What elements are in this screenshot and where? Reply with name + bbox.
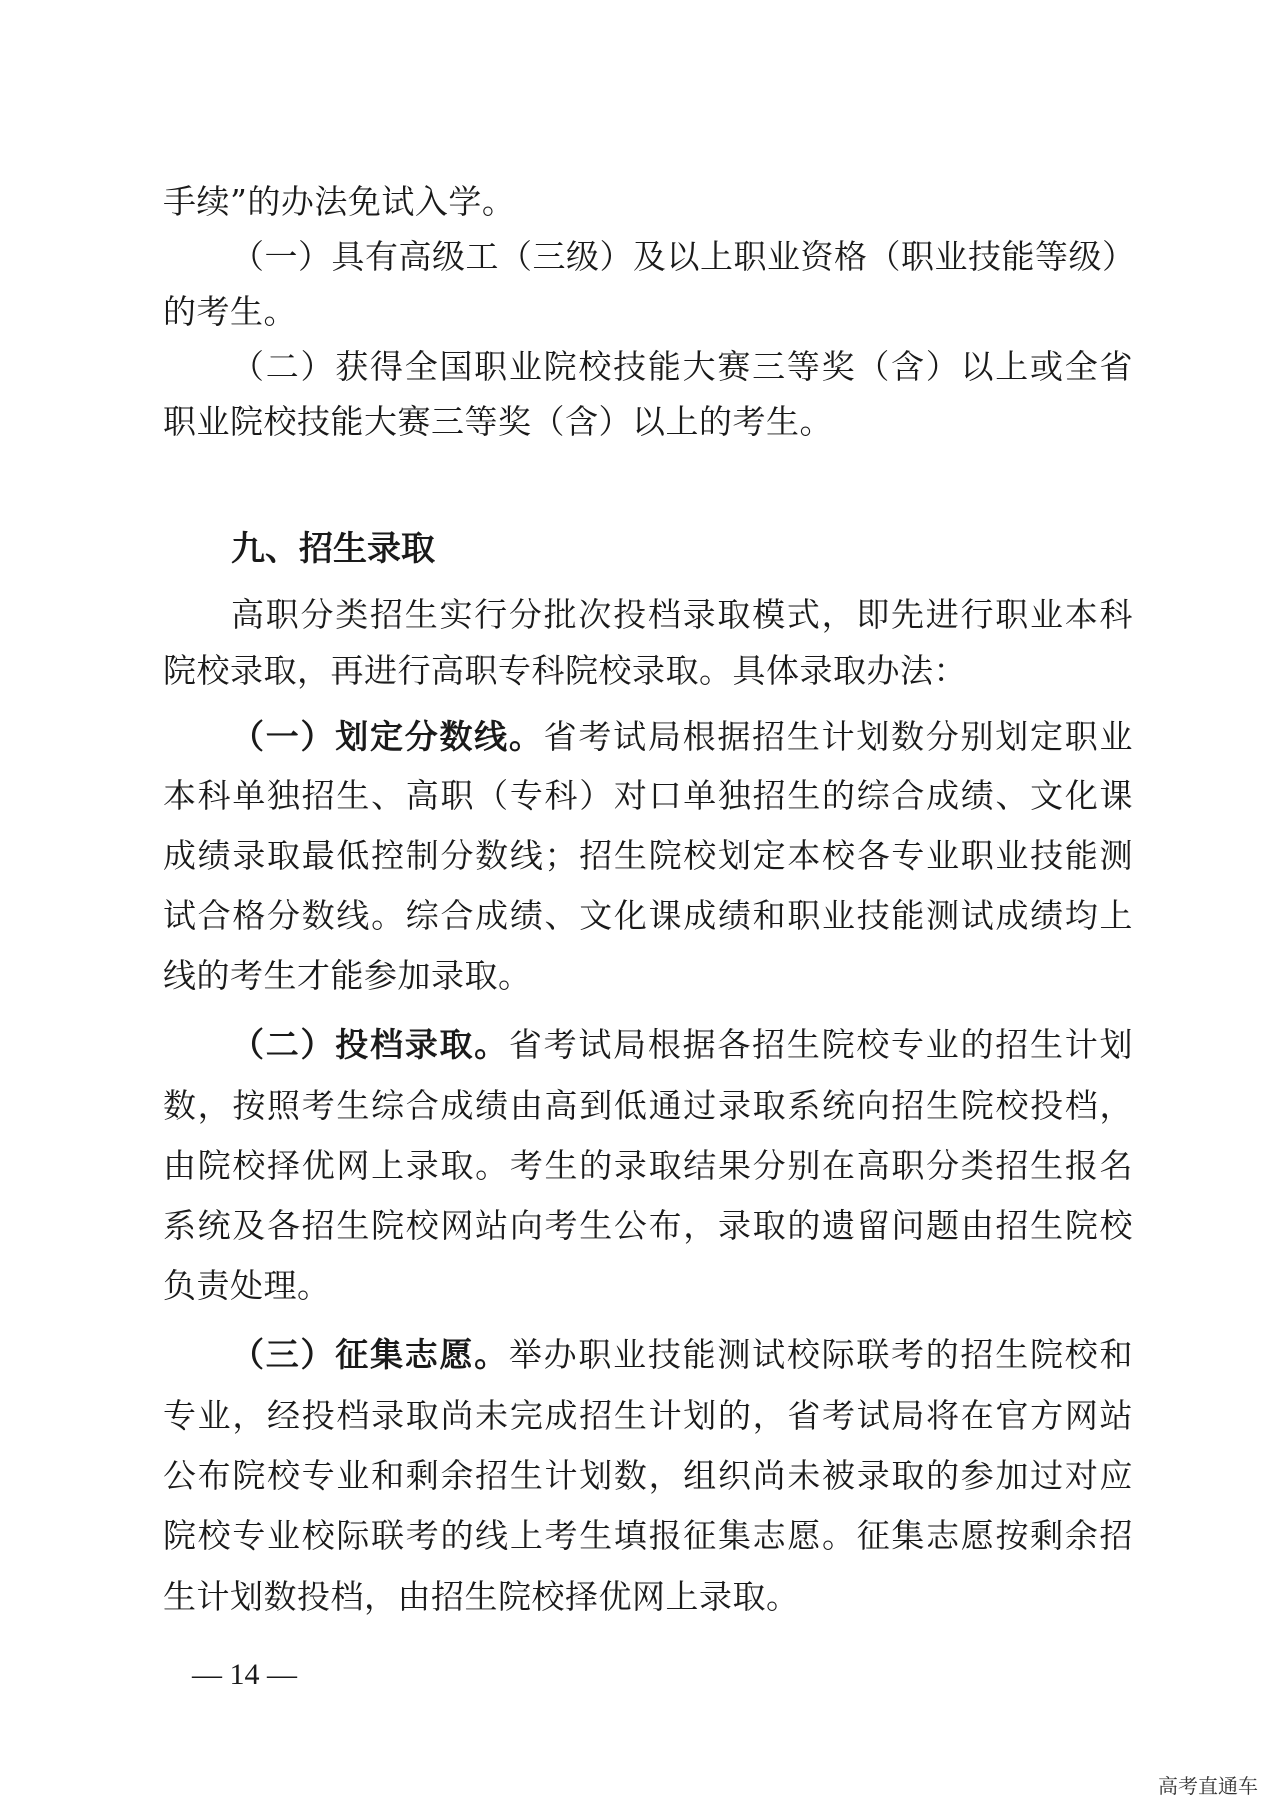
- item-2-line-1: （二）获得全国职业院校技能大赛三等奖（含）以上或全省: [231, 347, 1133, 386]
- rule-1-line-4: 试合格分数线。综合成绩、文化课成绩和职业技能测试成绩均上: [163, 896, 1133, 935]
- rule-2-line-3: 由院校择优网上录取。考生的录取结果分别在高职分类招生报名: [163, 1146, 1133, 1185]
- item-1-line-1: （一）具有高级工（三级）及以上职业资格（职业技能等级）: [231, 237, 1136, 276]
- rule-2-line-2: 数，按照考生综合成绩由高到低通过录取系统向招生院校投档，: [163, 1086, 1133, 1125]
- rule-3-line-4: 院校专业校际联考的线上考生填报征集志愿。征集志愿按剩余招: [163, 1516, 1133, 1555]
- rule-3-line-1: [231, 1331, 1133, 1379]
- intro-line: 手续”的办法免试入学。: [163, 182, 516, 221]
- rule-3-lead: （三）征集志愿。: [231, 1335, 509, 1374]
- rule-1-line-5: 线的考生才能参加录取。: [163, 956, 532, 995]
- rule-3-line-1-text: 举办职业技能测试校际联考的招生院校和: [508, 1335, 1134, 1374]
- item-1-line-2: 的考生。: [163, 292, 297, 331]
- rule-1-line-2: 本科单独招生、高职（专科）对口单独招生的综合成绩、文化课: [163, 776, 1133, 815]
- rule-2-line-1-text: 省考试局根据各招生院校专业的招生计划: [508, 1025, 1134, 1064]
- section-intro-line-1: 高职分类招生实行分批次投档录取模式，即先进行职业本科: [231, 595, 1133, 634]
- rule-2-line-5: 负责处理。: [163, 1266, 331, 1305]
- rule-3-line-3: 公布院校专业和剩余招生计划数，组织尚未被录取的参加过对应: [163, 1456, 1133, 1495]
- rule-2-line-4: 系统及各招生院校网站向考生公布，录取的遗留问题由招生院校: [163, 1206, 1133, 1245]
- item-2-line-2: 职业院校技能大赛三等奖（含）以上的考生。: [163, 402, 833, 441]
- rule-1-lead: （一）划定分数线。: [231, 717, 544, 756]
- rule-2-lead: （二）投档录取。: [231, 1025, 509, 1064]
- section-heading: 九、招生录取: [231, 529, 435, 569]
- rule-1-line-3: 成绩录取最低控制分数线；招生院校划定本校各专业职业技能测: [163, 836, 1133, 875]
- rule-2-line-1: [231, 1021, 1133, 1069]
- rule-1-line-1: [231, 713, 1133, 761]
- page-number: — 14 —: [192, 1658, 297, 1691]
- section-intro-line-2: 院校录取，再进行高职专科院校录取。具体录取办法：: [163, 651, 967, 690]
- rule-1-line-1-text: 省考试局根据招生计划数分别划定职业: [543, 717, 1134, 756]
- rule-3-line-5: 生计划数投档，由招生院校择优网上录取。: [163, 1577, 800, 1616]
- watermark: 高考直通车: [1158, 1774, 1258, 1798]
- rule-3-line-2: 专业，经投档录取尚未完成招生计划的，省考试局将在官方网站: [163, 1396, 1133, 1435]
